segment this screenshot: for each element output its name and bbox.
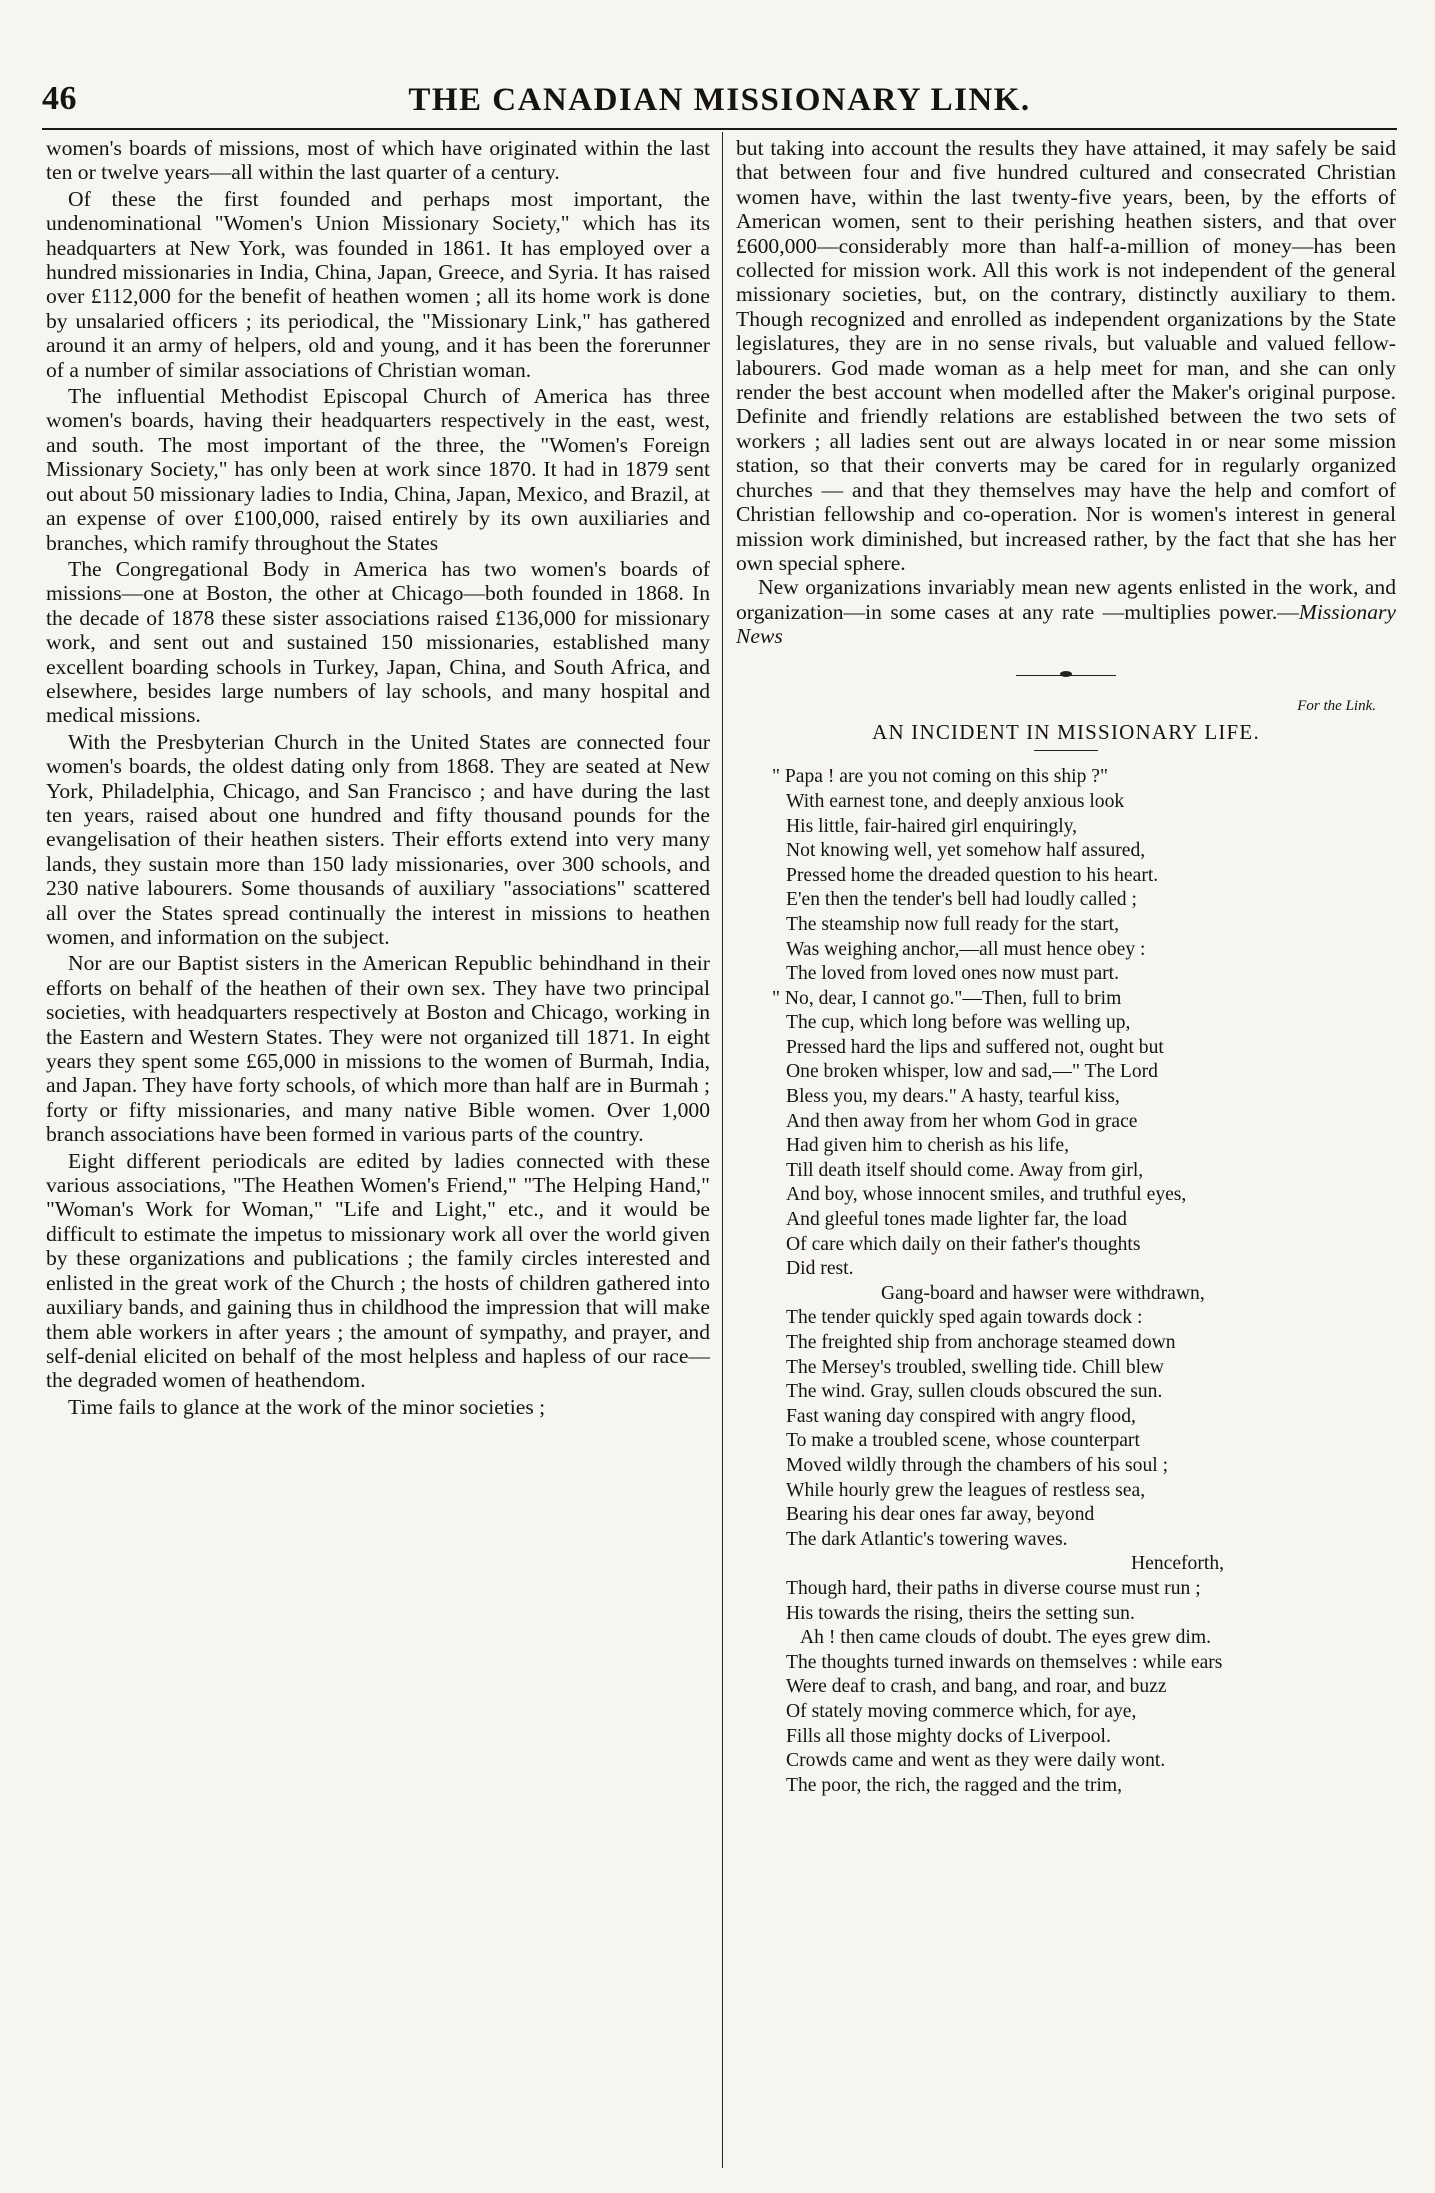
poem-line: His towards the rising, theirs the setting sun. (786, 1602, 1135, 1624)
poem-line: Were deaf to crash, and bang, and roar, and buzz (786, 1676, 1167, 1698)
poem-line: The thoughts turned inwards on themselves : while ears (786, 1651, 1223, 1673)
poem-line: The freighted ship from anchorage steamed down (786, 1332, 1176, 1353)
poem-line: Had given him to cherish as his life, (786, 1135, 1069, 1157)
poem-line: And boy, whose innocent smiles, and truthful eyes, (786, 1184, 1187, 1206)
left-column (46, 136, 710, 1421)
paragraph: With the Presbyterian Church in the United States are connected four women's boards, the oldest dating only from 1868. They are seated at New York, Philadelphia, Chicago, and San Francisco ; and have during the last ten years, raised about one hundred and fifty thousand pounds for the evangelisation of their heathen sisters. Their efforts extend into very many lands, they sustain more than 150 lady missionaries, over 300 schools, and 230 native labourers. Some thousands of auxiliary "associations" scattered all over the States spread continually the interest in missions to heathen women, and information on the subject. (46, 729, 710, 949)
poem-line: And gleeful tones made lighter far, the load (786, 1209, 1127, 1231)
paragraph: Eight different periodicals are edited by ladies connected with these various associations, "The Heathen Women's Friend," "The Helping Hand," "Woman's Work for Woman," "Life and Light," etc., and it would be difficult to estimate the impetus to missionary work all over the world given by these organizations and publications ; the family circles interested and enlisted in the great work of the Church ; the hosts of children gathered into auxiliary bands, and gaining thus in childhood the impression that will make them able workers in after years ; the amount of sympathy, and prayer, and self-denial elicited on behalf of the most helpless and hapless of our race—the degraded women of heathendom. (46, 1148, 710, 1393)
source-attribution: Missionary News (736, 599, 1396, 649)
poem-line: Not knowing well, yet somehow half assured, (786, 840, 1146, 862)
poem (772, 765, 1396, 1798)
poem-line: The steamship now full ready for the start, (786, 913, 1119, 935)
poem-line: His little, fair-haired girl enquiringly, (786, 815, 1078, 837)
poem-line: Crowds came and went as they were daily wont. (786, 1750, 1166, 1772)
poem-line: Fills all those mighty docks of Liverpool. (786, 1725, 1111, 1747)
poem-line: With earnest tone, and deeply anxious look (786, 790, 1125, 812)
header-rule (42, 128, 1397, 130)
poem-line: Moved wildly through the chambers of his soul ; (786, 1454, 1169, 1476)
poem-line: Ah ! then came clouds of doubt. The eyes grew dim. (800, 1627, 1211, 1649)
paragraph (736, 575, 1396, 648)
poem-line: To make a troubled scene, whose counterpart (786, 1430, 1140, 1452)
poem-title: AN INCIDENT IN MISSIONARY LIFE. (872, 719, 1260, 744)
poem-line: Henceforth, (1131, 1553, 1225, 1575)
poem-line: One broken whisper, low and sad,—" The Lord (786, 1061, 1158, 1083)
paragraph: Nor are our Baptist sisters in the American Republic behindhand in their efforts on behalf of the heathen of their own sex. They have two principal societies, with headquarters respectively at Boston and Chicago, working in the Eastern and Western States. They were not organized till 1871. In eight years they spent some £65,000 in missions to the women of Burmah, India, and Japan. They have forty schools, of which more than half are in Burmah ; forty or fifty missionaries, and many native Bible women. Over 1,000 branch associations have been formed in various parts of the country. (46, 951, 710, 1147)
poem-title-rule (1034, 750, 1098, 751)
poem-line: The loved from loved ones now must part. (786, 963, 1120, 985)
paragraph: women's boards of missions, most of which have originated within the last ten or twelve years—all within the last quarter of a century. (46, 136, 710, 185)
paragraph: Of these the first founded and perhaps most important, the undenominational "Women's Union Missionary Society," which has its headquarters at New York, was founded in 1861. It has employed over a hundred missionaries in India, China, Japan, Greece, and Syria. It has raised over £112,000 for the benefit of heathen women ; all its home work is done by unsalaried officers ; its periodical, the "Missionary Link," has gathered around it an army of helpers, old and young, and it has been the forerunner of a number of similar associations of Christian woman. (46, 186, 710, 382)
column-divider (722, 132, 723, 2168)
poem-line: The dark Atlantic's towering waves. (786, 1528, 1068, 1550)
poem-line: " Papa ! are you not coming on this ship ?" (772, 766, 1108, 788)
poem-line: Pressed hard the lips and suffered not, ought but (786, 1036, 1164, 1058)
poem-line: Pressed home the dreaded question to his heart. (786, 864, 1159, 886)
paragraph: The influential Methodist Episcopal Church of America has three women's boards, having their headquarters respectively in the east, west, and south. The most important of the three, the "Women's Foreign Missionary Society," has only been at work since 1870. It had in 1879 sent out about 50 missionary ladies to India, China, Japan, Mexico, and Brazil, at an expense of over £100,000, raised entirely by its own auxiliaries and branches, which ramify throughout the States (46, 384, 710, 555)
poem-line: Did rest. (786, 1258, 854, 1280)
poem-line: " No, dear, I cannot go."—Then, full to brim (772, 987, 1122, 1009)
poem-line: The poor, the rich, the ragged and the trim, (786, 1774, 1123, 1796)
poem-line: Of care which daily on their father's thoughts (786, 1233, 1141, 1255)
poem-line: E'en then the tender's bell had loudly called ; (786, 889, 1137, 911)
poem-line: And then away from her whom God in grace (786, 1110, 1138, 1132)
right-column (736, 136, 1396, 1798)
journal-title: THE CANADIAN MISSIONARY LINK. (408, 82, 1031, 118)
section-divider-ornament (1016, 675, 1116, 680)
poem-line: Gang-board and hawser were withdrawn, (881, 1282, 1205, 1304)
poem-line: The wind. Gray, sullen clouds obscured the sun. (786, 1381, 1163, 1403)
page-number: 46 (42, 80, 77, 117)
for-the-link-note: For the Link. (1297, 697, 1376, 714)
poem-line: Till death itself should come. Away from girl, (786, 1159, 1144, 1181)
poem-line: Bless you, my dears." A hasty, tearful kiss, (786, 1086, 1120, 1108)
poem-line: Was weighing anchor,—all must hence obey : (786, 938, 1146, 960)
paragraph-text: New organizations invariably mean new agents enlisted in the work, and organization—in some cases at any rate —multiplies power.— (736, 575, 1396, 624)
paragraph: The Congregational Body in America has two women's boards of missions—one at Boston, the other at Chicago—both founded in 1868. In the decade of 1878 these sister associations raised £136,000 for missionary work, and sent out and sustained 150 missionaries, established many excellent boarding schools in Turkey, Japan, China, and South Africa, and elsewhere, besides large numbers of lay schools, and many hospital and medical missions. (46, 556, 710, 728)
poem-line: The Mersey's troubled, swelling tide. Chill blew (786, 1356, 1164, 1378)
poem-line: Though hard, their paths in diverse course must run ; (786, 1577, 1201, 1599)
page-header (42, 80, 1397, 130)
poem-line: Fast waning day conspired with angry flood, (786, 1405, 1136, 1427)
poem-line: The cup, which long before was welling up, (786, 1012, 1131, 1034)
poem-line: Of stately moving commerce which, for aye, (786, 1700, 1137, 1722)
poem-line: While hourly grew the leagues of restless sea, (786, 1479, 1146, 1501)
poem-line: The tender quickly sped again towards dock : (786, 1307, 1143, 1329)
poem-line: Bearing his dear ones far away, beyond (786, 1504, 1095, 1526)
paragraph: but taking into account the results they have attained, it may safely be said that between four and five hundred cultured and consecrated Christian women have, within the last twenty-five years, been, by the efforts of American women, sent to their perishing heathen sisters, and that over £600,000—considerably more than half-a-million of money—has been collected for mission work. All this work is not independent of the general missionary societies, but, on the contrary, distinctly auxiliary to them. Though recognized and enrolled as independent organizations by the State legislatures, they are in no sense rivals, but valuable and valued fellow-labourers. God made woman as a help meet for man, and she can only render the best account when modelled after the Maker's original purpose. Definite and friendly relations are established between the two sets of workers ; all ladies sent out are always located in or near some mission station, so that their converts may be cared for in regularly organized churches — and that they themselves may have the help and comfort of Christian fellowship and co-operation. Nor is women's interest in general mission work diminished, but increased rather, by the fact that she has her own special sphere. (736, 136, 1396, 575)
paragraph: Time fails to glance at the work of the minor societies ; (68, 1394, 546, 1419)
